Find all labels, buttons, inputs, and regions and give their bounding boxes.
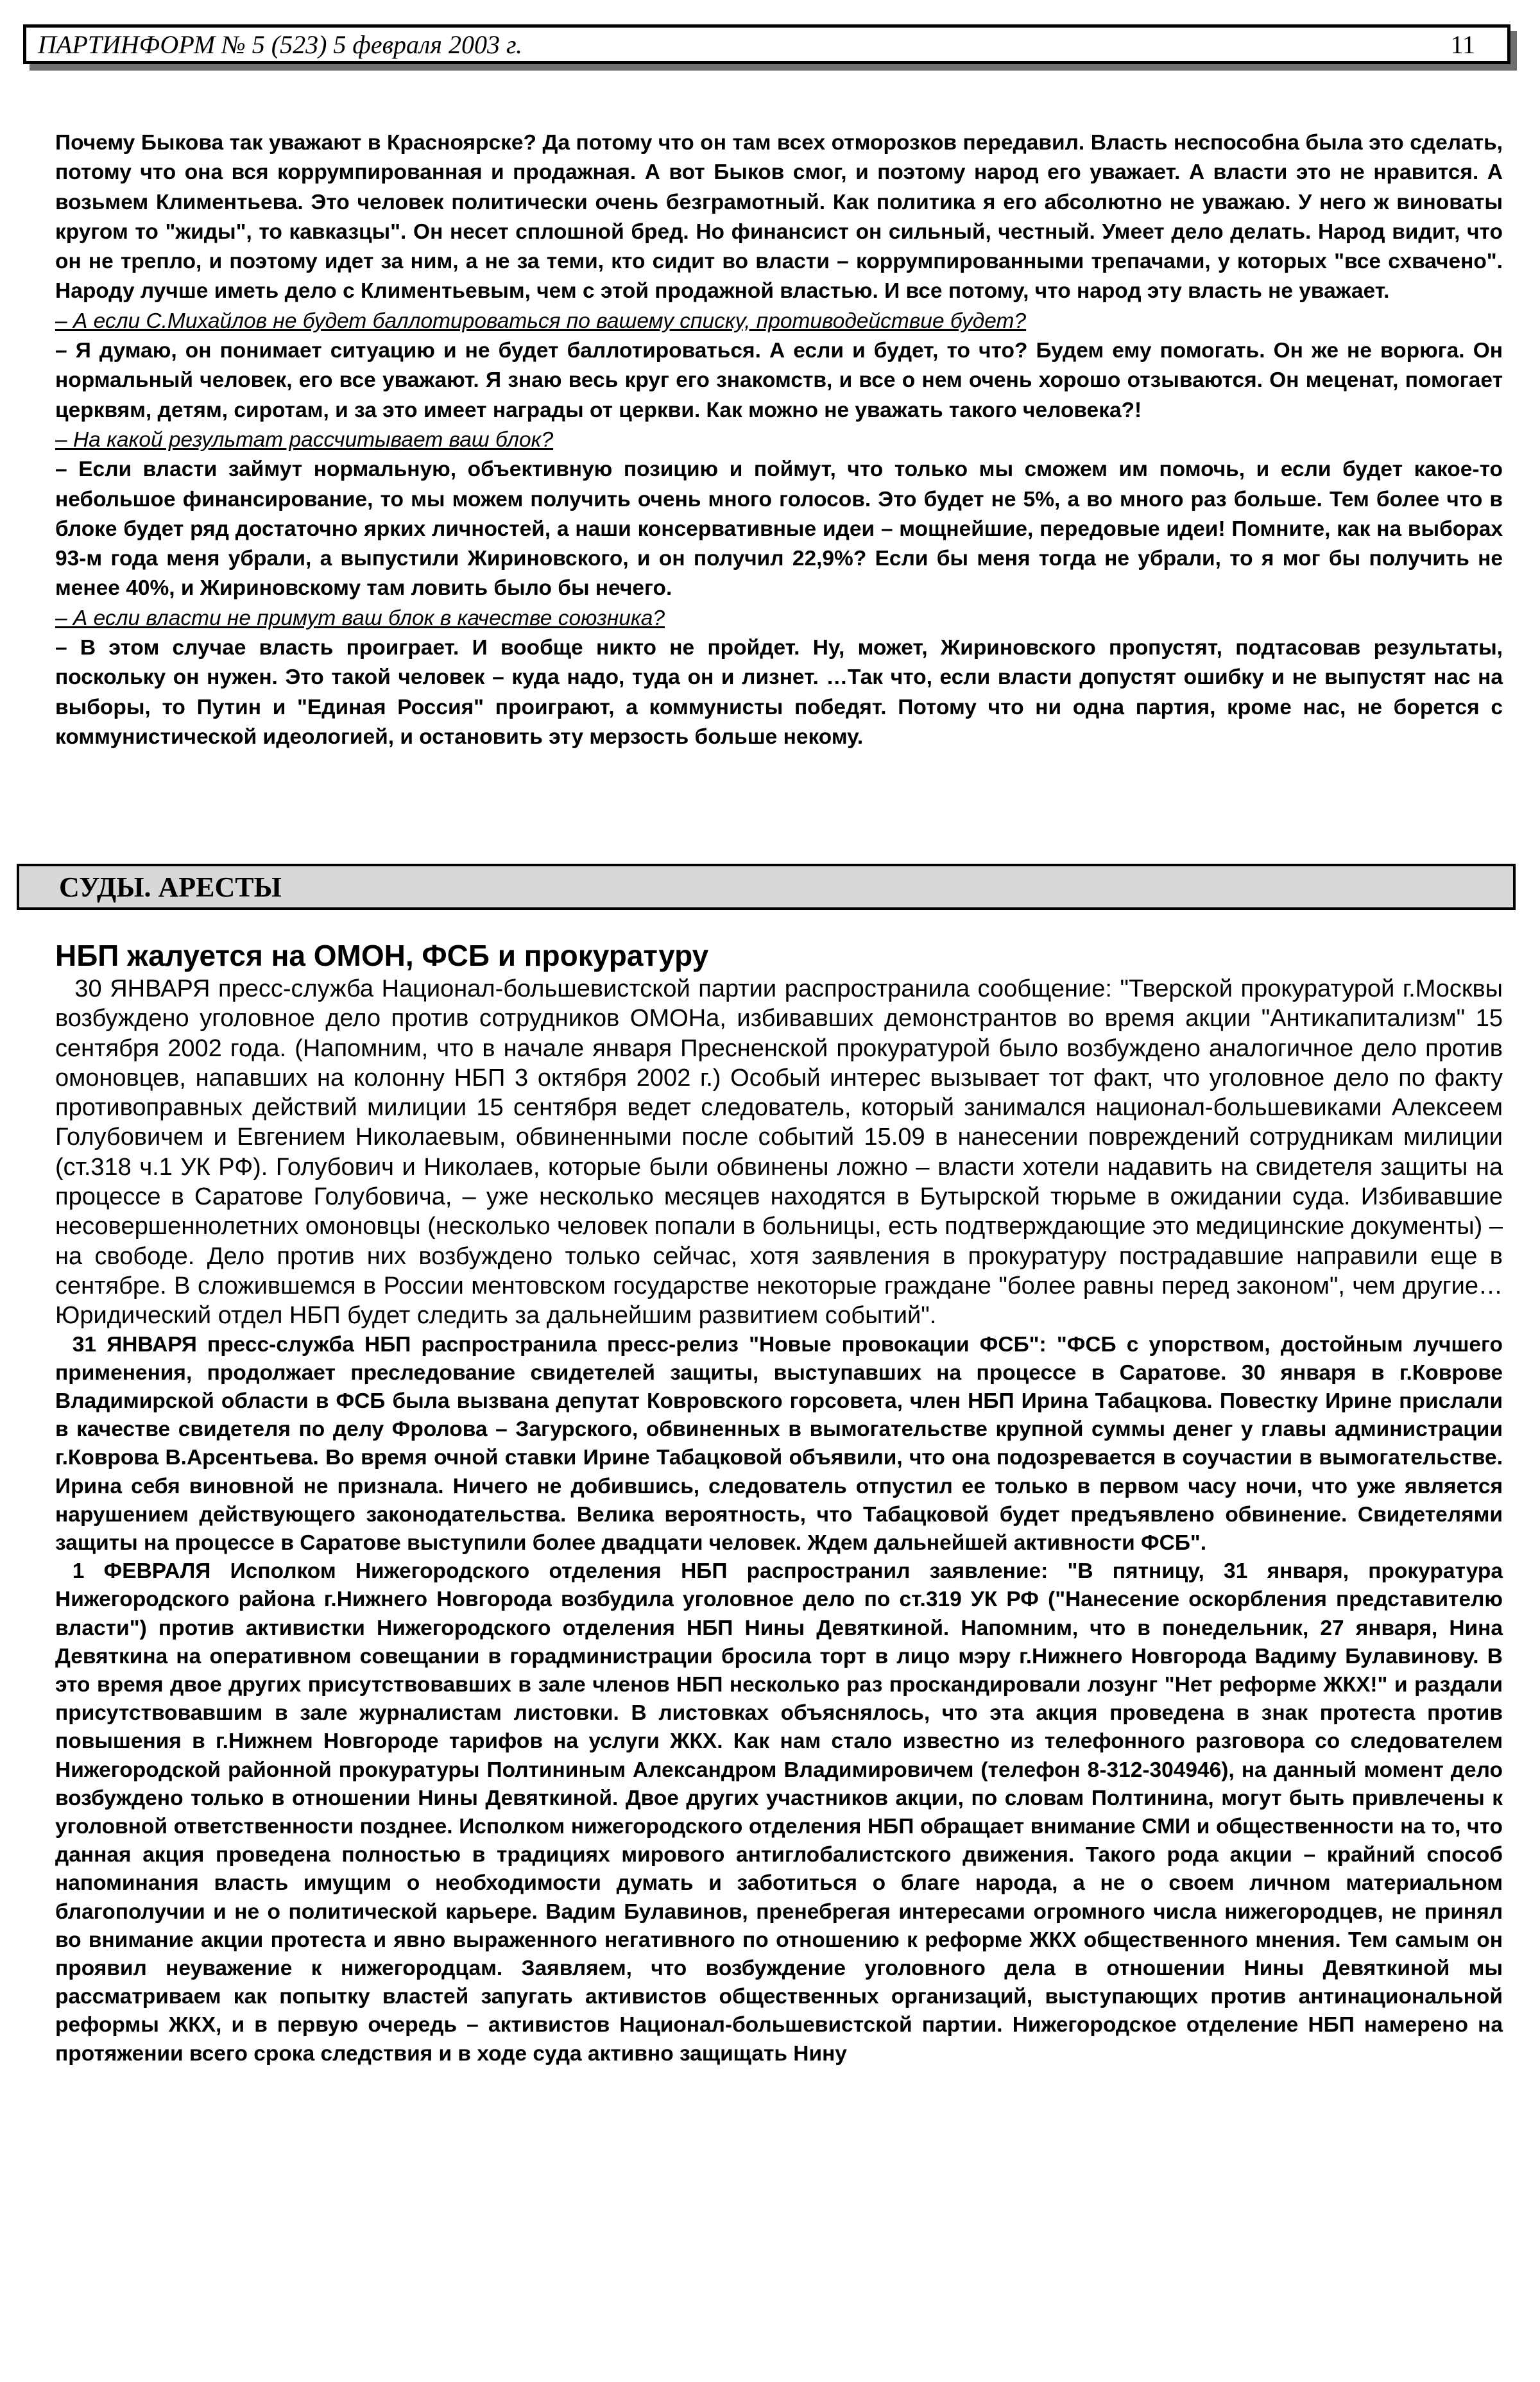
page-number: 11 bbox=[1450, 30, 1475, 59]
page-header bbox=[23, 24, 1510, 64]
article-paragraph: 31 ЯНВАРЯ пресс-служба НБП распространила пресс-релиз "Новые провокации ФСБ": "ФСБ с упорством, достойным лучшего применения, продолжает преследование свидетелей защиты, выступавших на процессе в Саратове. 30 января в г.Коврове Владимирской области в ФСБ была вызвана депутат Ковровского горсовета, член НБП Ирина Табацкова. Повестку Ирине прислали в качестве свидетеля по делу Фролова – Загурского, обвиненных в вымогательстве крупной суммы денег у главы администрации г.Коврова В.Арсентьева. Во время очной ставки Ирине Табацковой объявили, что она подозревается в соучастии в вымогательстве. Ирина себя виновной не признала. Ничего не добившись, следователь отпустил ее только в первом часу ночи, что уже является нарушением действующего законодательства. Велика вероятность, что Табацковой будет предъявлено обвинение. Свидетелями защиты на процессе в Саратове выступили более двадцати человек. Ждем дальнейшей активности ФСБ". bbox=[55, 1332, 1503, 1555]
interview-question: – А если С.Михайлов не будет баллотироваться по вашему списку, противодействие будет? bbox=[55, 309, 1027, 333]
interview-answer: – Я думаю, он понимает ситуацию и не будет баллотироваться. А если и будет, то что? Будем ему помогать. Он же не ворюга. Он нормальный человек, его все уважают. Я знаю весь круг его знакомств, и все о нем очень хорошо отзываются. Он меценат, помогает церквям, детям, сиротам, и за это имеет награды от церкви. Как можно не уважать такого человека?! bbox=[55, 339, 1503, 422]
section-title: СУДЫ. АРЕСТЫ bbox=[59, 871, 282, 903]
article-paragraph: 30 ЯНВАРЯ пресс-служба Национал-большевистской партии распространила сообщение: "Тверской прокуратурой г.Москвы возбуждено уголовное дело против сотрудников ОМОНа, избивавших демонстрантов во время акции "Антикапитализм" 15 сентября 2002 года. (Напомним, что в начале января Пресненской прокуратурой было возбуждено аналогичное дело против омоновцев, напавших на колонну НБП 3 октября 2002 г.) Особый интерес вызывает тот факт, что уголовное дело по факту противоправных действий милиции 15 сентября ведет следователь, который занимался национал-большевиками Алексеем Голубовичем и Евгением Николаевым, обвиненными после событий 15.09 в нанесении повреждений сотрудникам милиции (ст.318 ч.1 УК РФ). Голубович и Николаев, которые были обвинены ложно – власти хотели надавить на свидетеля защиты на процессе в Саратове Голубовича, – уже несколько месяцев находятся в Бутырской тюрьме в ожидании суда. Избивавшие несовершеннолетних омоновцы (несколько человек попали в больницы, есть подтверждающие это медицинские документы) – на свободе. Дело против них возбуждено только сейчас, хотя заявления в прокуратуру пострадавшие направили еще в сентябре. В сложившемся в России ментовском государстве некоторые граждане "более равны перед законом", чем другие… Юридический отдел НБП будет следить за дальнейшим развитием событий". bbox=[55, 975, 1503, 1330]
article-body bbox=[55, 974, 1503, 2068]
article-paragraph: 1 ФЕВРАЛЯ Исполком Нижегородского отделения НБП распространил заявление: "В пятницу, 31 января, прокуратура Нижегородского района г.Нижнего Новгорода возбудила уголовное дело по ст.319 УК РФ ("Нанесение оскорбления представителю власти") против активистки Нижегородского отделения НБП Нины Девяткиной. Напомним, что в понедельник, 27 января, Нина Девяткина на оперативном совещании в горадминистрации бросила торт в лицо мэру г.Нижнего Новгорода Вадиму Булавинову. В это время двое других присутствовавших в зале членов НБП несколько раз проскандировали лозунг "Нет реформе ЖКХ!" и раздали присутствовавшим в зале журналистам листовки. В листовках объяснялось, что эта акция проведена в знак протеста против повышения в г.Нижнем Новгороде тарифов на услуги ЖКХ. Как нам стало известно из телефонного разговора со следователем Нижегородской районной прокуратуры Полтининым Александром Владимировичем (телефон 8-312-304946), на данный момент дело возбуждено только в отношении Нины Девяткиной. Двое других участников акции, по словам Полтинина, могут быть привлечены к уголовной ответственности позднее. Исполком нижегородского отделения НБП обращает внимание СМИ и общественности на то, что данная акция проведена полностью в традициях мирового антиглобалистского движения. Такого рода акции – крайний способ напоминания власть имущим о необходимости думать и заботиться о благе народа, а не о своем личном материальном благополучии и не о политической карьере. Вадим Булавинов, пренебрегая интересами огромного числа нижегородцев, не принял во внимание акции протеста и явно выраженного негативного по отношению к реформе ЖКХ общественного мнения. Тем самым он проявил неуважение к нижегородцам. Заявляем, что возбуждение уголовного дела в отношении Нины Девяткиной мы рассматриваем как попытку властей запугать активистов общественных организаций, выступающих против антинациональной реформы ЖКХ, и в первую очередь – активистов Национал-большевистской партии. Нижегородское отделение НБП намерено на протяжении всего срока следствия и в ходе суда активно защищать Нину bbox=[55, 1559, 1503, 2066]
interview-answer: Почему Быкова так уважают в Красноярске? Да потому что он там всех отморозков передавил. Власть неспособна была это сделать, потому что она вся коррумпированная и продажная. А вот Быков смог, и поэтому народ его уважает. А власти это не нравится. А возьмем Климентьева. Это человек политически очень безграмотный. Как политика я его абсолютно не уважаю. У него ж виноваты кругом то "жиды", то кавказцы". Он несет сплошной бред. Но финансист он сильный, честный. Умеет дело делать. Народ видит, что он не трепло, и поэтому идет за ним, а не за теми, кто сидит во власти – коррумпированными трепачами, у которых "все схвачено". Народу лучше иметь дело с Климентьевым, чем с этой продажной властью. И все потому, что народ эту власть не уважает. bbox=[55, 131, 1503, 304]
interview-block bbox=[55, 128, 1503, 752]
interview-question: – На какой результат рассчитывает ваш блок? bbox=[55, 427, 554, 452]
interview-answer: – В этом случае власть проиграет. И вообще никто не пройдет. Ну, может, Жириновского пропустят, подтасовав результаты, поскольку он нужен. Это такой человек – куда надо, туда он и лизнет. …Так что, если власти допустят ошибку и не выпустят нас на выборы, то Путин и "Единая Россия" проиграют, а коммунисты победят. Потому что ни одна партия, кроме нас, не борется с коммунистической идеологией, и остановить эту мерзость больше некому. bbox=[55, 636, 1503, 749]
interview-question: – А если власти не примут ваш блок в качестве союзника? bbox=[55, 606, 665, 630]
article-title: НБП жалуется на ОМОН, ФСБ и прокуратуру bbox=[55, 939, 709, 972]
interview-answer: – Если власти займут нормальную, объективную позицию и поймут, что только мы сможем им помочь, и если будет какое-то небольшое финансирование, то мы можем получить очень много голосов. Это будет не 5%, а во много раз больше. Тем более что в блоке будет ряд достаточно ярких личностей, а наши консервативные идеи – мощнейшие, передовые идеи! Помните, как на выборах 93-м года меня убрали, а выпустили Жириновского, и он получил 22,9%? Если бы меня тогда не убрали, то я мог бы получить не менее 40%, и Жириновскому там ловить было бы нечего. bbox=[55, 458, 1503, 601]
issue-title: ПАРТИНФОРМ № 5 (523) 5 февраля 2003 г. bbox=[38, 30, 523, 59]
section-heading-bar bbox=[17, 864, 1516, 910]
